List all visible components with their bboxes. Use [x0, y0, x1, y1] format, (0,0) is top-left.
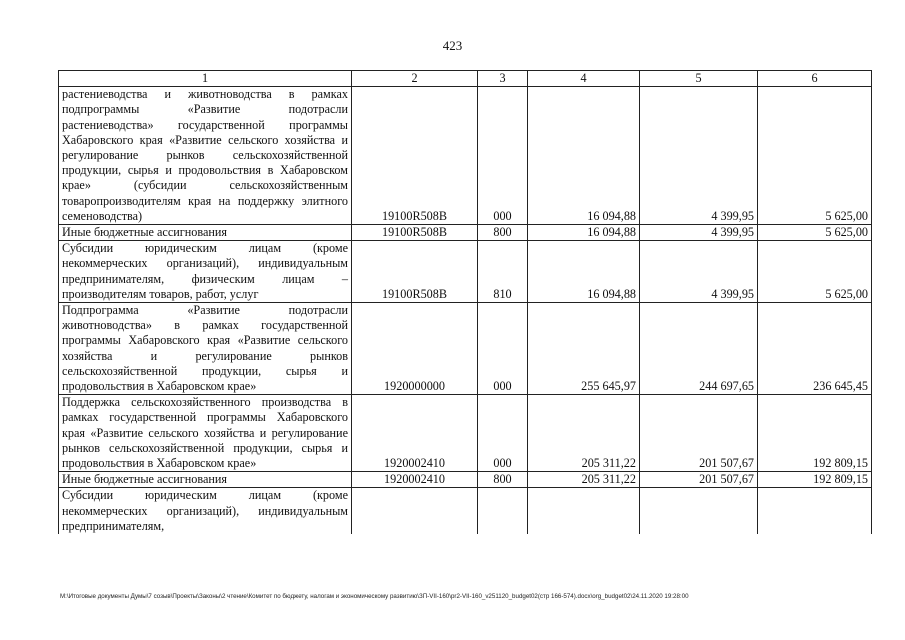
column-header: 4	[528, 71, 640, 87]
item-name-cell: растениеводства и животноводства в рамках подпрограммы «Развитие подотрасли растениеводства» государственной программы Хабаровского края «Развитие сельского хозяйства и регулирование рынков сельскохозяйственной продукции, сырья и продовольствия в Хабаровском крае» (субсидии сельскохозяйственным товаропроизводителям края на поддержку элитного семеноводства)	[59, 87, 352, 225]
target-code-cell: 19100R508B	[352, 241, 478, 303]
amount-cell: 16 094,88	[528, 225, 640, 241]
expense-type-cell	[478, 488, 528, 534]
amount-cell: 16 094,88	[528, 241, 640, 303]
amount-cell: 5 625,00	[758, 241, 872, 303]
expense-type-cell: 000	[478, 87, 528, 225]
table-row	[59, 472, 872, 488]
amount-cell: 192 809,15	[758, 472, 872, 488]
table-row	[59, 225, 872, 241]
amount-cell	[528, 488, 640, 534]
amount-cell: 4 399,95	[640, 87, 758, 225]
column-header: 2	[352, 71, 478, 87]
item-name-cell: Иные бюджетные ассигнования	[59, 472, 352, 488]
target-code-cell	[352, 488, 478, 534]
amount-cell: 4 399,95	[640, 225, 758, 241]
expense-type-cell: 000	[478, 303, 528, 395]
amount-cell: 205 311,22	[528, 472, 640, 488]
item-name-cell: Иные бюджетные ассигнования	[59, 225, 352, 241]
amount-cell: 192 809,15	[758, 395, 872, 472]
target-code-cell: 19100R508B	[352, 225, 478, 241]
target-code-cell: 1920000000	[352, 303, 478, 395]
target-code-cell: 1920002410	[352, 472, 478, 488]
footer-file-path: M:\Итоговые документы Думы\7 созыв\Проекты\Законы\2 чтение\Комитет по бюджету, налогам и экономическому развитию\ЗП-VII-160\pr2-VII-160_v251120_budget02(стр 166-574).docx\org_budget02\24.11.2020 19:28:00	[60, 593, 689, 600]
column-header: 1	[59, 71, 352, 87]
table-row	[59, 241, 872, 303]
amount-cell: 201 507,67	[640, 395, 758, 472]
target-code-cell: 19100R508B	[352, 87, 478, 225]
column-header: 6	[758, 71, 872, 87]
expense-type-cell: 000	[478, 395, 528, 472]
budget-table	[58, 70, 872, 534]
amount-cell: 205 311,22	[528, 395, 640, 472]
amount-cell: 201 507,67	[640, 472, 758, 488]
item-name-cell: Субсидии юридическим лицам (кроме некоммерческих организаций), индивидуальным предпринимателям, физическим лицам – производителям товаров, работ, услуг	[59, 241, 352, 303]
table-header-row	[59, 71, 872, 87]
amount-cell: 5 625,00	[758, 87, 872, 225]
amount-cell: 4 399,95	[640, 241, 758, 303]
expense-type-cell: 800	[478, 472, 528, 488]
amount-cell	[640, 488, 758, 534]
table-row	[59, 303, 872, 395]
table-row	[59, 488, 872, 534]
page-number: 423	[442, 38, 463, 53]
amount-cell: 16 094,88	[528, 87, 640, 225]
table-row	[59, 87, 872, 225]
amount-cell	[758, 488, 872, 534]
amount-cell: 236 645,45	[758, 303, 872, 395]
item-name-cell: Субсидии юридическим лицам (кроме некоммерческих организаций), индивидуальным предпринимателям,	[59, 488, 352, 534]
target-code-cell: 1920002410	[352, 395, 478, 472]
amount-cell: 255 645,97	[528, 303, 640, 395]
amount-cell: 244 697,65	[640, 303, 758, 395]
expense-type-cell: 800	[478, 225, 528, 241]
table-row	[59, 395, 872, 472]
column-header: 3	[478, 71, 528, 87]
column-header: 5	[640, 71, 758, 87]
item-name-cell: Подпрограмма «Развитие подотрасли животноводства» в рамках государственной программы Хабаровского края «Развитие сельского хозяйства и регулирование рынков сельскохозяйственной продукции, сырья и продовольствия в Хабаровском крае»	[59, 303, 352, 395]
expense-type-cell: 810	[478, 241, 528, 303]
item-name-cell: Поддержка сельскохозяйственного производства в рамках государственной программы Хабаровского края «Развитие сельского хозяйства и регулирование рынков сельскохозяйственной продукции, сырья и продовольствия в Хабаровском крае»	[59, 395, 352, 472]
amount-cell: 5 625,00	[758, 225, 872, 241]
